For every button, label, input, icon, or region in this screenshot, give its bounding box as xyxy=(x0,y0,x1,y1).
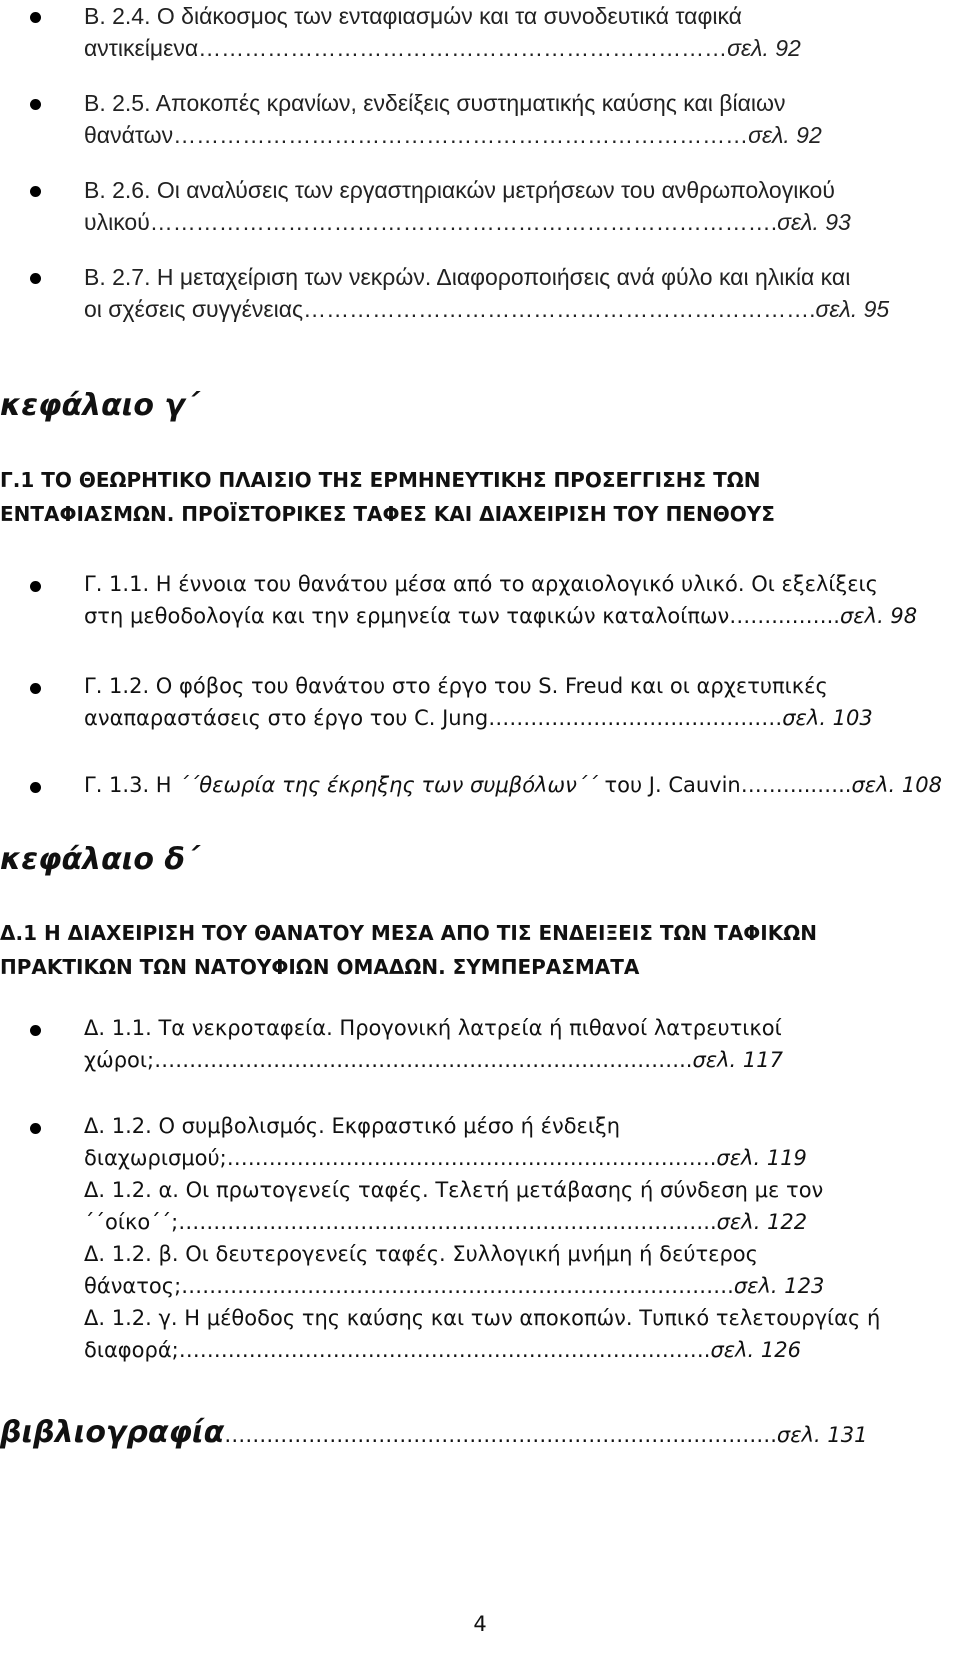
section-heading-d1 xyxy=(0,916,960,984)
entry-title-line: Δ. 1.2. α. Οι πρωτογενείς ταφές. Τελετή μετάβασης ή σύνδεση με τον xyxy=(84,1178,824,1202)
dot-leader: ……………………………………………………………. xyxy=(226,1146,717,1170)
section-heading-line: ΕΝΤΑΦΙΑΣΜΩΝ. ΠΡΟΪΣΤΟΡΙΚΕΣ ΤΑΦΕΣ ΚΑΙ ΔΙΑΧΕΙΡΙΣΗ ΤΟΥ ΠΕΝΘΟΥΣ xyxy=(0,502,775,526)
entry-title-line: Β. 2.5. Αποκοπές κρανίων, ενδείξεις συστηματικής καύσης και βίαιων xyxy=(84,90,786,116)
entry-title-line: θανάτων xyxy=(84,122,174,148)
dot-leader: …………………………………………………………. xyxy=(303,296,816,322)
entry-title-line: υλικού xyxy=(84,209,150,235)
section-heading-line: ΠΡΑΚΤΙΚΩΝ ΤΩΝ ΝΑΤΟΥΦΙΩΝ ΟΜΑΔΩΝ. ΣΥΜΠΕΡΑΣΜΑΤΑ xyxy=(0,955,640,979)
dot-leader: …………………………………………………………………. xyxy=(178,1338,711,1362)
page-ref: σελ. 93 xyxy=(777,209,851,235)
toc-entry-b-2-7[interactable] xyxy=(84,261,960,325)
page-ref: σελ. 119 xyxy=(716,1146,807,1170)
entry-title-line: οι σχέσεις συγγένειας xyxy=(84,296,304,322)
toc-entry-d-1-2-a[interactable] xyxy=(84,1174,960,1238)
entry-title-line: αναπαραστάσεις στο έργο του C. Jung xyxy=(84,706,489,730)
entry-title-line: Β. 2.6. Οι αναλύσεις των εργαστηριακών μετρήσεων του ανθρωπολογικού xyxy=(84,177,835,203)
chapter-title-c: κεφάλαιο γ΄ xyxy=(0,388,199,423)
page-ref: σελ. 123 xyxy=(733,1274,825,1298)
entry-title-line: Γ. 1.1. Η έννοια του θανάτου μέσα από το αρχαιολογικό υλικό. Οι εξελίξεις xyxy=(84,572,878,596)
page-ref: σελ. 108 xyxy=(851,773,942,797)
entry-title-line: θάνατος; xyxy=(84,1274,182,1298)
dot-leader: ………………………………………………………………….. xyxy=(154,1048,693,1072)
dot-leader: ………………………………………………………………… xyxy=(173,122,749,148)
section-heading-line: Γ.1 ΤΟ ΘΕΩΡΗΤΙΚΟ ΠΛΑΙΣΙΟ ΤΗΣ ΕΡΜΗΝΕΥΤΙΚΗΣ ΠΡΟΣΕΓΓΙΣΗΣ ΤΩΝ xyxy=(0,468,761,492)
dot-leader: ……………………………………………………………………. xyxy=(181,1274,734,1298)
page-ref: σελ. 95 xyxy=(815,296,890,322)
page-ref: σελ. 92 xyxy=(748,122,822,148)
entry-title-line: Δ. 1.2. β. Οι δευτερογενείς ταφές. Συλλογική μνήμη ή δεύτερος xyxy=(84,1242,758,1266)
entry-title-line: Δ. 1.2. Ο συμβολισμός. Εκφραστικό μέσο ή ένδειξη xyxy=(84,1114,621,1138)
bullet xyxy=(30,273,41,284)
page-ref: σελ. 103 xyxy=(782,706,873,730)
bullet xyxy=(30,581,41,592)
page-ref: σελ. 98 xyxy=(839,604,918,628)
entry-title-line: Β. 2.7. Η μεταχείριση των νεκρών. Διαφοροποιήσεις ανά φύλο και ηλικία και xyxy=(84,264,851,290)
bullet xyxy=(30,1123,41,1134)
bibliography-title: βιβλιογραφία xyxy=(0,1415,225,1450)
toc-entry-b-2-4[interactable] xyxy=(84,0,960,64)
entry-title-italic: ΄΄θεωρία της έκρηξης των συμβόλων΄΄ xyxy=(178,773,598,797)
toc-entry-d-1-2-c[interactable] xyxy=(84,1302,960,1366)
toc-entry-b-2-6[interactable] xyxy=(84,174,960,238)
dot-leader: ………………………………………………………………………. xyxy=(149,209,778,235)
entry-title-line: ΄΄οίκο΄΄; xyxy=(84,1210,179,1234)
toc-entry-c-1-3[interactable] xyxy=(84,769,960,801)
dot-leader: ……..…….. xyxy=(729,604,840,628)
entry-title-line: Β. 2.4. Ο διάκοσμος των ενταφιασμών και τα συνοδευτικά ταφικά xyxy=(84,3,742,29)
toc-entry-c-1-1[interactable] xyxy=(84,568,960,632)
toc-entry-bibliography[interactable] xyxy=(0,1415,915,1450)
dot-leader: …………………………………… xyxy=(488,706,783,730)
page-ref: σελ. 122 xyxy=(716,1210,808,1234)
page-ref: σελ. 131 xyxy=(776,1423,868,1447)
bullet xyxy=(30,683,41,694)
entry-title-line: χώροι; xyxy=(84,1048,155,1072)
section-heading-c1 xyxy=(0,463,960,531)
chapter-title-d: κεφάλαιο δ΄ xyxy=(0,842,199,877)
dot-leader: ………..….. xyxy=(740,773,852,797)
bullet xyxy=(30,12,41,23)
entry-title-line: Γ. 1.2. Ο φόβος του θανάτου στο έργο του S. Freud και οι αρχετυπικές xyxy=(84,674,828,698)
dot-leader: ……………………………………………………………………. xyxy=(224,1423,777,1447)
page-ref: σελ. 92 xyxy=(727,35,801,61)
entry-title-line: Δ. 1.2. γ. Η μέθοδος της καύσης και των αποκοπών. Τυπικό τελετουργίας ή xyxy=(84,1306,881,1330)
bullet xyxy=(30,1025,41,1036)
entry-title-line: αντικείμενα xyxy=(84,35,199,61)
page-ref: σελ. 126 xyxy=(710,1338,801,1362)
toc-entry-d-1-2-b[interactable] xyxy=(84,1238,960,1302)
toc-entry-b-2-5[interactable] xyxy=(84,87,960,151)
entry-title-line: Δ. 1.1. Τα νεκροταφεία. Προγονική λατρεία ή πιθανοί λατρευτικοί xyxy=(84,1016,782,1040)
dot-leader: ………………………………………………………………….. xyxy=(178,1210,717,1234)
toc-entry-c-1-2[interactable] xyxy=(84,670,960,734)
bullet xyxy=(30,186,41,197)
bullet xyxy=(30,782,41,793)
bullet xyxy=(30,99,41,110)
section-heading-line: Δ.1 Η ΔΙΑΧΕΙΡΙΣΗ ΤΟΥ ΘΑΝΑΤΟΥ ΜΕΣΑ ΑΠΟ ΤΙΣ ΕΝΔΕΙΞΕΙΣ ΤΩΝ ΤΑΦΙΚΩΝ xyxy=(0,921,817,945)
page-ref: σελ. 117 xyxy=(692,1048,783,1072)
toc-entry-d-1-1[interactable] xyxy=(84,1012,960,1076)
dot-leader: …………………………………………………………… xyxy=(198,35,728,61)
entry-title-suffix: του J. Cauvin xyxy=(597,773,741,797)
entry-title-prefix: Γ. 1.3. Η xyxy=(84,773,179,797)
entry-title-line: διαφορά; xyxy=(84,1338,179,1362)
page-number: 4 xyxy=(473,1612,487,1636)
entry-title-line: στη μεθοδολογία και την ερμηνεία των ταφικών καταλοίπων xyxy=(84,604,730,628)
entry-title-line: διαχωρισμού; xyxy=(84,1146,227,1170)
toc-entry-d-1-2[interactable] xyxy=(84,1110,960,1174)
